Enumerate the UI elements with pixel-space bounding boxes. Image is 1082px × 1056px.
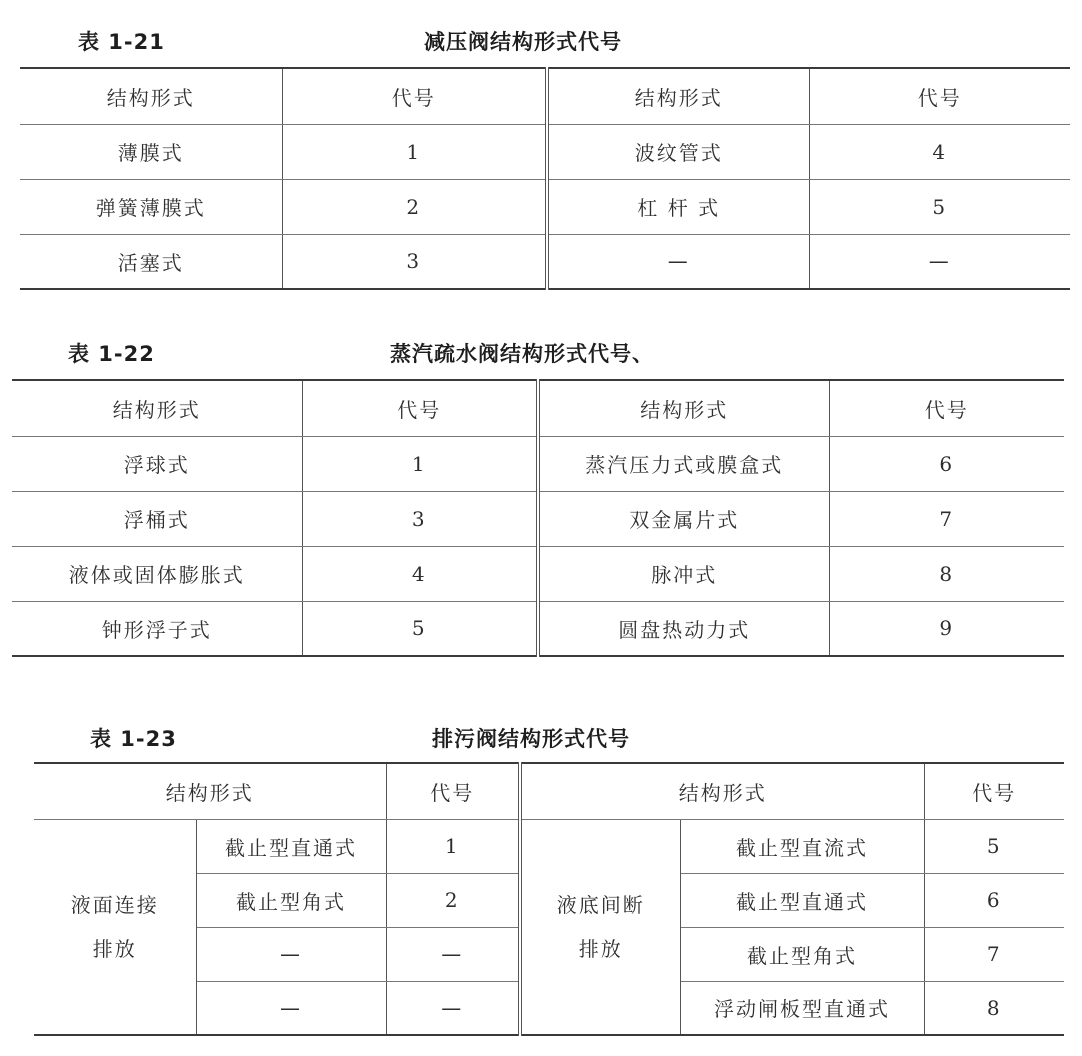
table-1-21-title: 减压阀结构形式代号 (424, 30, 622, 54)
code-cell: 7 (829, 491, 1064, 546)
table-row (12, 601, 1064, 656)
structure-cell: 截止型直通式 (196, 819, 386, 873)
empty-dash-cell: — (196, 927, 386, 981)
header-structure: 结构形式 (34, 763, 386, 819)
table-1-23-label: 表 1-23 (90, 727, 177, 751)
header-code: 代号 (302, 380, 538, 436)
code-cell: 8 (829, 546, 1064, 601)
structure-cell: 钟形浮子式 (12, 601, 302, 656)
header-structure: 结构形式 (538, 380, 829, 436)
code-cell: 5 (302, 601, 538, 656)
empty-dash-cell: — (196, 981, 386, 1035)
table-1-23-title: 排污阀结构形式代号 (432, 727, 630, 751)
group-label-line2: 排放 (92, 936, 137, 961)
table-row (12, 491, 1064, 546)
structure-cell: 蒸汽压力式或膜盒式 (538, 436, 829, 491)
structure-cell: 弹簧薄膜式 (20, 179, 282, 234)
header-code: 代号 (282, 68, 547, 124)
table-header-row (12, 380, 1064, 436)
header-code: 代号 (829, 380, 1064, 436)
structure-cell: 薄膜式 (20, 124, 282, 179)
empty-dash-cell: — (809, 234, 1070, 289)
structure-cell: 浮动闸板型直通式 (680, 981, 924, 1035)
code-cell: 4 (302, 546, 538, 601)
code-cell: 8 (924, 981, 1064, 1035)
group-cell-surface-discharge (34, 819, 196, 1035)
table-row (34, 819, 1064, 873)
header-structure: 结构形式 (520, 763, 924, 819)
group-label-line1: 液面连接 (70, 892, 159, 917)
code-cell: 5 (809, 179, 1070, 234)
structure-cell: 截止型角式 (680, 927, 924, 981)
group-cell-bottom-discharge (520, 819, 680, 1035)
table-1-23 (34, 762, 1064, 1036)
table-header-row (34, 763, 1064, 819)
structure-cell: 杠 杆 式 (547, 179, 809, 234)
group-label-line1: 液底间断 (556, 892, 645, 917)
table-row (20, 234, 1070, 289)
header-code: 代号 (809, 68, 1070, 124)
code-cell: 3 (282, 234, 547, 289)
table-1-21-label: 表 1-21 (78, 30, 165, 54)
structure-cell: 液体或固体膨胀式 (12, 546, 302, 601)
structure-cell: 活塞式 (20, 234, 282, 289)
header-structure: 结构形式 (20, 68, 282, 124)
header-code: 代号 (924, 763, 1064, 819)
structure-cell: 圆盘热动力式 (538, 601, 829, 656)
empty-dash-cell: — (547, 234, 809, 289)
structure-cell: 波纹管式 (547, 124, 809, 179)
empty-dash-cell: — (386, 927, 520, 981)
code-cell: 2 (386, 873, 520, 927)
table-header-row (20, 68, 1070, 124)
code-cell: 5 (924, 819, 1064, 873)
structure-cell: 浮球式 (12, 436, 302, 491)
code-cell: 7 (924, 927, 1064, 981)
code-cell: 3 (302, 491, 538, 546)
table-row (12, 546, 1064, 601)
empty-dash-cell: — (386, 981, 520, 1035)
header-structure: 结构形式 (12, 380, 302, 436)
header-code: 代号 (386, 763, 520, 819)
code-cell: 1 (302, 436, 538, 491)
code-cell: 6 (829, 436, 1064, 491)
structure-cell: 浮桶式 (12, 491, 302, 546)
code-cell: 9 (829, 601, 1064, 656)
table-1-22-label: 表 1-22 (68, 342, 155, 366)
table-1-21 (20, 67, 1070, 290)
table-row (12, 436, 1064, 491)
header-structure: 结构形式 (547, 68, 809, 124)
structure-cell: 截止型角式 (196, 873, 386, 927)
table-row (20, 124, 1070, 179)
code-cell: 6 (924, 873, 1064, 927)
code-cell: 1 (282, 124, 547, 179)
group-label-line2: 排放 (578, 936, 623, 961)
structure-cell: 截止型直通式 (680, 873, 924, 927)
structure-cell: 截止型直流式 (680, 819, 924, 873)
structure-cell: 脉冲式 (538, 546, 829, 601)
code-cell: 4 (809, 124, 1070, 179)
code-cell: 2 (282, 179, 547, 234)
table-row (20, 179, 1070, 234)
code-cell: 1 (386, 819, 520, 873)
structure-cell: 双金属片式 (538, 491, 829, 546)
table-1-22 (12, 379, 1064, 657)
table-1-22-title: 蒸汽疏水阀结构形式代号、 (390, 342, 654, 366)
